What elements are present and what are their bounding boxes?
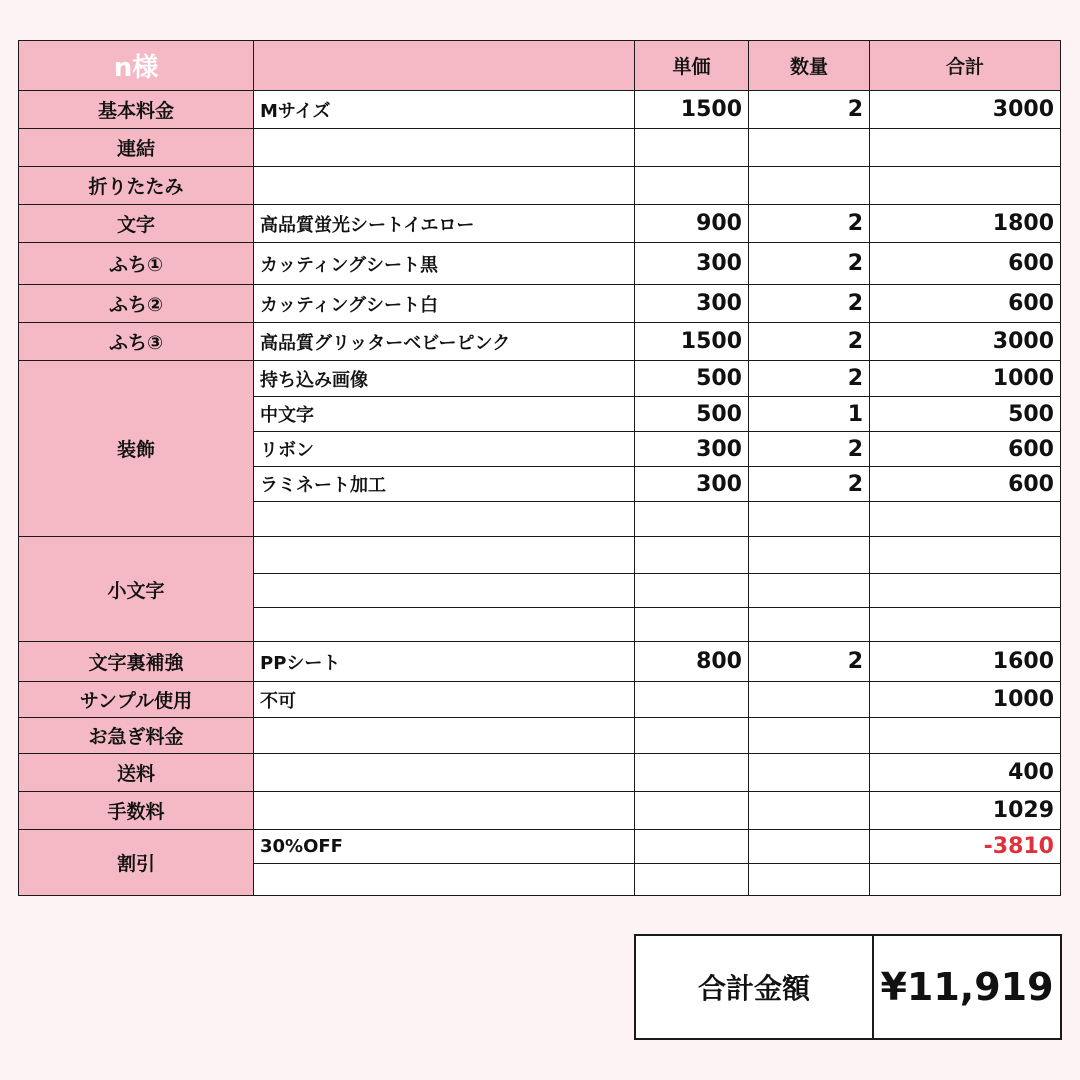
total-cell	[870, 129, 1061, 167]
table-row	[19, 718, 1061, 754]
table-row	[19, 792, 1061, 830]
item-cell	[254, 792, 635, 830]
total-cell	[870, 864, 1061, 896]
price-cell: 800	[635, 642, 749, 682]
total-cell	[870, 167, 1061, 205]
row-label: 手数料	[19, 792, 254, 830]
qty-cell	[749, 754, 870, 792]
row-label: 連結	[19, 129, 254, 167]
item-cell: ラミネート加工	[254, 467, 635, 502]
qty-cell: 2	[749, 642, 870, 682]
row-label: ふち①	[19, 243, 254, 285]
total-cell	[870, 574, 1061, 608]
item-cell	[254, 864, 635, 896]
item-cell	[254, 167, 635, 205]
item-cell: リボン	[254, 432, 635, 467]
price-cell	[635, 864, 749, 896]
grand-total-label: 合計金額	[636, 936, 874, 1038]
qty-cell: 2	[749, 432, 870, 467]
row-label: ふち②	[19, 285, 254, 323]
total-cell: 600	[870, 432, 1061, 467]
quantity-header: 数量	[749, 41, 870, 91]
item-cell	[254, 608, 635, 642]
price-cell: 300	[635, 467, 749, 502]
qty-cell: 2	[749, 285, 870, 323]
table-row	[19, 285, 1061, 323]
subtotal-header: 合計	[870, 41, 1061, 91]
total-cell	[870, 608, 1061, 642]
qty-cell	[749, 537, 870, 574]
item-cell	[254, 129, 635, 167]
qty-cell: 1	[749, 397, 870, 432]
item-column-header	[254, 41, 635, 91]
customer-name: n様	[19, 41, 254, 91]
discount-label: 割引	[19, 830, 254, 896]
row-label: 折りたたみ	[19, 167, 254, 205]
price-cell	[635, 792, 749, 830]
table-row	[19, 361, 1061, 397]
price-cell	[635, 502, 749, 537]
item-cell: 中文字	[254, 397, 635, 432]
item-cell: 高品質蛍光シートイエロー	[254, 205, 635, 243]
price-cell: 300	[635, 285, 749, 323]
grand-total-value: ¥11,919	[880, 965, 1054, 1009]
qty-cell	[749, 502, 870, 537]
price-cell: 500	[635, 397, 749, 432]
price-cell: 500	[635, 361, 749, 397]
total-cell: 600	[870, 467, 1061, 502]
qty-cell: 2	[749, 361, 870, 397]
item-cell: カッティングシート白	[254, 285, 635, 323]
row-label: 送料	[19, 754, 254, 792]
qty-cell: 2	[749, 91, 870, 129]
row-label: 文字裏補強	[19, 642, 254, 682]
price-cell	[635, 167, 749, 205]
total-cell: 600	[870, 285, 1061, 323]
row-label: 文字	[19, 205, 254, 243]
price-cell	[635, 608, 749, 642]
item-cell	[254, 574, 635, 608]
qty-cell	[749, 608, 870, 642]
table-row	[19, 243, 1061, 285]
unit-price-header: 単価	[635, 41, 749, 91]
item-cell: PPシート	[254, 642, 635, 682]
row-label: サンプル使用	[19, 682, 254, 718]
total-cell: 1000	[870, 361, 1061, 397]
total-cell: 600	[870, 243, 1061, 285]
discount-total: -3810	[870, 830, 1061, 864]
qty-cell	[749, 129, 870, 167]
item-cell	[254, 537, 635, 574]
qty-cell	[749, 830, 870, 864]
price-cell	[635, 754, 749, 792]
qty-cell: 2	[749, 467, 870, 502]
price-cell: 1500	[635, 91, 749, 129]
total-cell: 500	[870, 397, 1061, 432]
item-cell: 不可	[254, 682, 635, 718]
qty-cell: 2	[749, 205, 870, 243]
qty-cell: 2	[749, 243, 870, 285]
item-cell: カッティングシート黒	[254, 243, 635, 285]
qty-cell	[749, 682, 870, 718]
qty-cell	[749, 574, 870, 608]
qty-cell	[749, 167, 870, 205]
price-cell	[635, 830, 749, 864]
price-cell	[635, 574, 749, 608]
price-cell: 1500	[635, 323, 749, 361]
price-cell	[635, 537, 749, 574]
row-label: ふち③	[19, 323, 254, 361]
table-row	[19, 205, 1061, 243]
row-label: お急ぎ料金	[19, 718, 254, 754]
total-cell	[870, 502, 1061, 537]
total-cell: 1000	[870, 682, 1061, 718]
qty-cell	[749, 718, 870, 754]
price-cell: 300	[635, 432, 749, 467]
total-cell	[870, 718, 1061, 754]
table-row	[19, 754, 1061, 792]
total-cell: 3000	[870, 91, 1061, 129]
decoration-label: 装飾	[19, 361, 254, 537]
total-cell	[870, 537, 1061, 574]
table-row	[19, 129, 1061, 167]
total-cell: 1800	[870, 205, 1061, 243]
item-cell: 持ち込み画像	[254, 361, 635, 397]
price-cell: 900	[635, 205, 749, 243]
item-cell	[254, 754, 635, 792]
item-cell	[254, 718, 635, 754]
price-cell: 300	[635, 243, 749, 285]
table-row	[19, 91, 1061, 129]
table-row	[19, 323, 1061, 361]
total-cell: 1600	[870, 642, 1061, 682]
total-cell: 1029	[870, 792, 1061, 830]
item-cell: Mサイズ	[254, 91, 635, 129]
price-cell	[635, 682, 749, 718]
qty-cell	[749, 792, 870, 830]
discount-item: 30%OFF	[254, 830, 635, 864]
row-label: 基本料金	[19, 91, 254, 129]
table-row	[19, 642, 1061, 682]
total-cell: 400	[870, 754, 1061, 792]
table-row	[19, 830, 1061, 864]
qty-cell	[749, 864, 870, 896]
estimate-table	[18, 40, 1061, 896]
grand-total-box	[634, 934, 1062, 1040]
total-cell: 3000	[870, 323, 1061, 361]
price-cell	[635, 129, 749, 167]
item-cell	[254, 502, 635, 537]
price-cell	[635, 718, 749, 754]
item-cell: 高品質グリッターベビーピンク	[254, 323, 635, 361]
table-row	[19, 682, 1061, 718]
table-row	[19, 537, 1061, 574]
small-text-label: 小文字	[19, 537, 254, 642]
table-row	[19, 167, 1061, 205]
qty-cell: 2	[749, 323, 870, 361]
